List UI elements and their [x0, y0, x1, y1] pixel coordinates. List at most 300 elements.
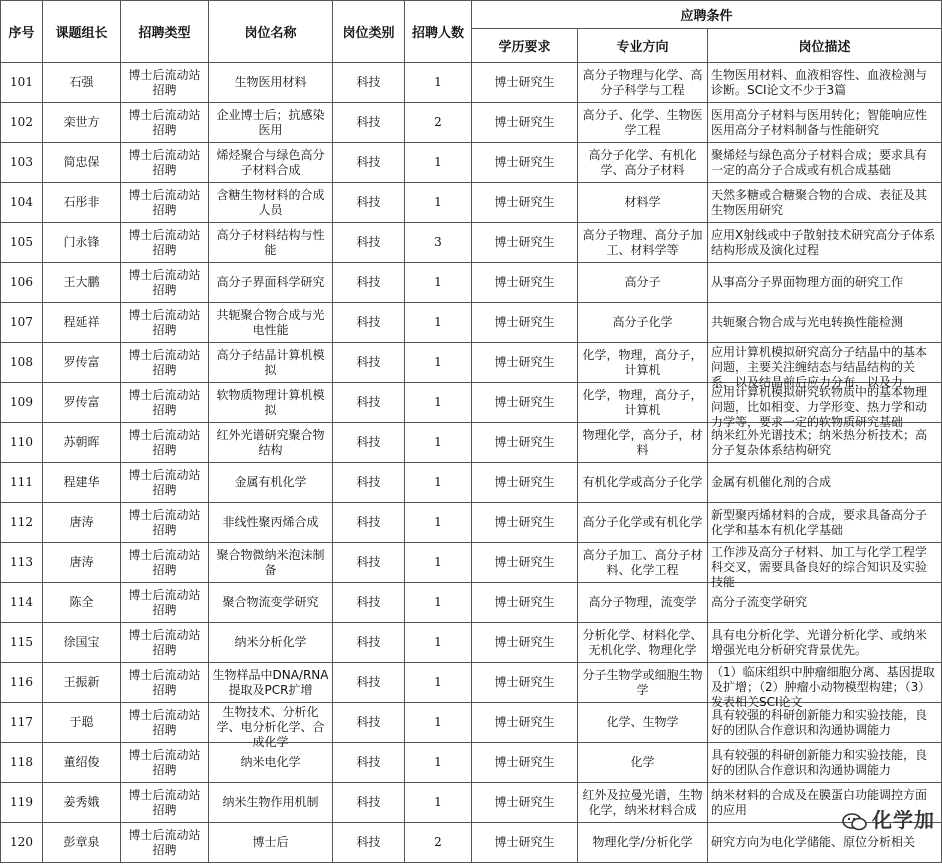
cell-type: [121, 743, 209, 783]
cell-major: [578, 503, 708, 543]
cell-category: [333, 223, 405, 263]
cell-count: [405, 543, 472, 583]
cell-seq: [1, 663, 43, 703]
cell-type: [121, 303, 209, 343]
cell-position-text: 企业博士后；抗感染医用: [216, 107, 325, 137]
cell-seq: [1, 223, 43, 263]
cell-education: [472, 143, 578, 183]
cell-count-text: 1: [434, 315, 442, 329]
header-row-1: [1, 1, 942, 29]
cell-seq-text: 101: [10, 75, 33, 89]
cell-type-text: 博士后流动站招聘: [128, 147, 201, 177]
cell-major-text: 高分子加工、高分子材料、化学工程: [582, 547, 703, 577]
cell-position: [209, 623, 333, 663]
cell-count-text: 1: [434, 355, 442, 369]
cell-seq: [1, 263, 43, 303]
cell-type-text: 博士后流动站招聘: [128, 467, 201, 497]
cell-major: [578, 823, 708, 863]
cell-leader-text: 栾世方: [63, 115, 100, 129]
cell-count: [405, 183, 472, 223]
header-category: 岗位类别: [333, 1, 405, 63]
cell-seq-text: 105: [10, 235, 33, 249]
cell-position: [209, 303, 333, 343]
cell-position: [209, 183, 333, 223]
cell-description-text: 从事高分子界面物理方面的研究工作: [711, 275, 904, 289]
cell-education: [472, 103, 578, 143]
cell-type-text: 博士后流动站招聘: [128, 747, 201, 777]
cell-description-text: 应用X射线或中子散射技术研究高分子体系结构形成及演化过程: [711, 227, 936, 257]
cell-education: [472, 303, 578, 343]
cell-position: [209, 343, 333, 383]
cell-count: [405, 383, 472, 423]
cell-position: [209, 263, 333, 303]
watermark: [842, 804, 935, 833]
cell-major: [578, 543, 708, 583]
cell-type-text: 博士后流动站招聘: [128, 587, 201, 617]
cell-education: [472, 383, 578, 423]
cell-education-text: 博士研究生: [494, 235, 555, 249]
cell-education: [472, 783, 578, 823]
cell-description-text: 具有电分析化学、光谱分析化学、或纳米增强光电分析研究背景优先。: [711, 627, 928, 657]
cell-position: [209, 583, 333, 623]
cell-seq: [1, 543, 43, 583]
table-row: [1, 63, 942, 103]
table-row: [1, 343, 942, 383]
cell-description-text: 天然多糖或合糖聚合物的合成、表征及其生物医用研究: [711, 187, 928, 217]
cell-education: [472, 223, 578, 263]
cell-category-text: 科技: [356, 675, 381, 689]
table-row: [1, 623, 942, 663]
cell-leader-text: 石强: [69, 75, 94, 89]
cell-type: [121, 703, 209, 743]
cell-leader: [43, 543, 121, 583]
cell-count: [405, 263, 472, 303]
cell-education-text: 博士研究生: [494, 275, 555, 289]
table-row: [1, 463, 942, 503]
cell-type-text: 博士后流动站招聘: [128, 427, 201, 457]
cell-category: [333, 143, 405, 183]
cell-education-text: 博士研究生: [494, 795, 555, 809]
cell-description-text: 金属有机催化剂的合成: [711, 475, 832, 489]
cell-position: [209, 103, 333, 143]
cell-seq-text: 106: [10, 275, 33, 289]
cell-count-text: 1: [434, 715, 442, 729]
cell-major: [578, 743, 708, 783]
cell-leader: [43, 303, 121, 343]
cell-type: [121, 143, 209, 183]
cell-major-text: 物理化学，高分子，材料: [582, 427, 703, 457]
cell-education-text: 博士研究生: [494, 595, 555, 609]
cell-description: [708, 423, 942, 463]
cell-education-text: 博士研究生: [494, 555, 555, 569]
cell-leader: [43, 743, 121, 783]
cell-count-text: 1: [434, 435, 442, 449]
cell-category: [333, 743, 405, 783]
cell-position-text: 含糖生物材料的合成人员: [216, 187, 325, 217]
wechat-icon: [842, 812, 868, 832]
cell-category-text: 科技: [356, 435, 381, 449]
cell-leader-text: 陈全: [69, 595, 94, 609]
cell-count-text: 1: [434, 395, 442, 409]
cell-position: [209, 463, 333, 503]
cell-category-text: 科技: [356, 635, 381, 649]
cell-leader: [43, 143, 121, 183]
cell-type: [121, 783, 209, 823]
cell-leader-text: 罗传富: [63, 355, 100, 369]
cell-category-text: 科技: [356, 595, 381, 609]
cell-position-text: 非线性聚丙烯合成: [222, 515, 319, 529]
cell-count: [405, 583, 472, 623]
cell-major-text: 化学、生物学: [606, 715, 679, 729]
cell-count-text: 1: [434, 195, 442, 209]
cell-type: [121, 583, 209, 623]
cell-category: [333, 303, 405, 343]
cell-seq-text: 117: [10, 715, 33, 729]
cell-education-text: 博士研究生: [494, 315, 555, 329]
cell-type-text: 博士后流动站招聘: [128, 787, 201, 817]
cell-leader-text: 唐涛: [69, 555, 94, 569]
cell-description-text: 医用高分子材料与医用转化；智能响应性医用高分子材料制备与性能研究: [711, 107, 928, 137]
cell-description: [708, 63, 942, 103]
table-row: [1, 583, 942, 623]
cell-count: [405, 663, 472, 703]
header-conditions: 应聘条件: [472, 1, 942, 29]
cell-type-text: 博士后流动站招聘: [128, 547, 201, 577]
cell-type: [121, 623, 209, 663]
table-row: [1, 423, 942, 463]
cell-major: [578, 103, 708, 143]
cell-description-text: 应用计算机模拟研究高分子结晶中的基本问题，主要关注缠结态与结晶结构的关系，以及结晶前后应力分布，以及力: [711, 344, 928, 389]
cell-type: [121, 183, 209, 223]
cell-seq: [1, 423, 43, 463]
cell-count-text: 1: [434, 75, 442, 89]
cell-category-text: 科技: [356, 155, 381, 169]
cell-seq: [1, 503, 43, 543]
cell-description-text: 高分子流变学研究: [711, 595, 808, 609]
cell-description: [708, 663, 942, 709]
cell-leader: [43, 583, 121, 623]
cell-leader: [43, 423, 121, 463]
cell-count: [405, 783, 472, 823]
cell-count-text: 1: [434, 475, 442, 489]
table-row: [1, 103, 942, 143]
cell-seq: [1, 823, 43, 863]
cell-position: [209, 663, 333, 703]
cell-category: [333, 583, 405, 623]
header-position: 岗位名称: [209, 1, 333, 63]
cell-education: [472, 663, 578, 703]
cell-count-text: 1: [434, 675, 442, 689]
cell-leader-text: 程建华: [63, 475, 100, 489]
cell-category-text: 科技: [356, 515, 381, 529]
cell-description-text: 具有较强的科研创新能力和实验技能，良好的团队合作意识和沟通协调能力: [711, 707, 928, 737]
cell-education: [472, 823, 578, 863]
cell-description-text: 纳米材料的合成及在膜蛋白功能调控方面的应用: [711, 787, 928, 817]
cell-category: [333, 63, 405, 103]
cell-position-text: 纳米分析化学: [234, 635, 307, 649]
cell-position: [209, 543, 333, 583]
cell-position-text: 共轭聚合物合成与光电性能: [216, 307, 325, 337]
cell-leader-text: 彭章泉: [63, 835, 100, 849]
header-major: 专业方向: [578, 29, 708, 63]
cell-category: [333, 463, 405, 503]
cell-category: [333, 823, 405, 863]
cell-major-text: 化学: [630, 755, 655, 769]
cell-count: [405, 423, 472, 463]
cell-education-text: 博士研究生: [494, 75, 555, 89]
cell-seq: [1, 383, 43, 423]
cell-leader: [43, 503, 121, 543]
cell-major: [578, 623, 708, 663]
cell-major-text: 材料学: [624, 195, 661, 209]
cell-position-text: 高分子结晶计算机模拟: [216, 347, 325, 377]
cell-leader: [43, 463, 121, 503]
cell-leader-text: 王振新: [63, 675, 100, 689]
cell-seq: [1, 623, 43, 663]
cell-type: [121, 543, 209, 583]
cell-major-text: 高分子: [624, 275, 661, 289]
cell-seq-text: 111: [10, 475, 33, 489]
cell-education-text: 博士研究生: [494, 355, 555, 369]
cell-position-text: 软物质物理计算机模拟: [216, 387, 325, 417]
cell-seq: [1, 303, 43, 343]
cell-seq: [1, 183, 43, 223]
cell-education-text: 博士研究生: [494, 635, 555, 649]
cell-seq-text: 109: [10, 395, 33, 409]
cell-description: [708, 143, 942, 183]
cell-type: [121, 343, 209, 383]
cell-major-text: 高分子物理、高分子加工、材料学等: [582, 227, 703, 257]
cell-leader-text: 董绍俊: [63, 755, 100, 769]
table-row: [1, 223, 942, 263]
cell-type-text: 博士后流动站招聘: [128, 707, 201, 737]
cell-category-text: 科技: [356, 715, 381, 729]
cell-description-text: 聚烯烃与绿色高分子材料合成；要求具有一定的高分子合成或有机合成基础: [711, 147, 928, 177]
cell-major: [578, 303, 708, 343]
cell-count-text: 2: [434, 835, 442, 849]
cell-seq: [1, 743, 43, 783]
cell-description: [708, 463, 942, 503]
table-row: [1, 823, 942, 863]
cell-description: [708, 623, 942, 663]
cell-category-text: 科技: [356, 235, 381, 249]
cell-major: [578, 223, 708, 263]
cell-description: [708, 703, 942, 743]
cell-seq: [1, 703, 43, 743]
cell-type-text: 博士后流动站招聘: [128, 227, 201, 257]
cell-leader: [43, 623, 121, 663]
cell-type: [121, 463, 209, 503]
cell-count: [405, 503, 472, 543]
cell-type-text: 博士后流动站招聘: [128, 827, 201, 857]
cell-type: [121, 103, 209, 143]
cell-type-text: 博士后流动站招聘: [128, 667, 201, 697]
cell-description: [708, 263, 942, 303]
cell-category-text: 科技: [356, 355, 381, 369]
watermark-text: 化学加: [872, 808, 935, 832]
cell-type-text: 博士后流动站招聘: [128, 307, 201, 337]
cell-count-text: 1: [434, 155, 442, 169]
cell-position: [209, 783, 333, 823]
cell-education-text: 博士研究生: [494, 475, 555, 489]
cell-leader-text: 苏朝晖: [63, 435, 100, 449]
cell-education-text: 博士研究生: [494, 675, 555, 689]
cell-leader-text: 王大鹏: [63, 275, 100, 289]
cell-education: [472, 583, 578, 623]
cell-position: [209, 63, 333, 103]
cell-seq-text: 115: [10, 635, 33, 649]
cell-education: [472, 503, 578, 543]
cell-major: [578, 183, 708, 223]
cell-education: [472, 423, 578, 463]
cell-major: [578, 583, 708, 623]
cell-type: [121, 63, 209, 103]
cell-position-text: 高分子界面科学研究: [216, 275, 325, 289]
cell-category: [333, 423, 405, 463]
cell-seq: [1, 343, 43, 383]
cell-category: [333, 663, 405, 703]
cell-leader-text: 门永锋: [63, 235, 100, 249]
cell-leader-text: 姜秀娥: [63, 795, 100, 809]
cell-seq: [1, 63, 43, 103]
cell-major-text: 物理化学/分析化学: [592, 835, 693, 849]
cell-position-text: 聚合物流变学研究: [222, 595, 319, 609]
cell-count-text: 1: [434, 635, 442, 649]
cell-category-text: 科技: [356, 315, 381, 329]
cell-seq-text: 114: [10, 595, 33, 609]
cell-major-text: 红外及拉曼光谱，生物化学，纳米材料合成: [582, 787, 703, 817]
cell-major-text: 高分子物理，流变学: [588, 595, 697, 609]
header-seq: 序号: [1, 1, 43, 63]
cell-education: [472, 183, 578, 223]
cell-seq-text: 119: [10, 795, 33, 809]
cell-category: [333, 623, 405, 663]
table-row: [1, 383, 942, 423]
cell-count: [405, 463, 472, 503]
table-row: [1, 543, 942, 583]
cell-education: [472, 623, 578, 663]
cell-count: [405, 63, 472, 103]
cell-category-text: 科技: [356, 755, 381, 769]
cell-position: [209, 703, 333, 749]
cell-position: [209, 223, 333, 263]
cell-leader: [43, 183, 121, 223]
cell-count-text: 2: [434, 115, 442, 129]
cell-seq-text: 104: [10, 195, 33, 209]
cell-type-text: 博士后流动站招聘: [128, 347, 201, 377]
cell-leader: [43, 263, 121, 303]
cell-type: [121, 423, 209, 463]
cell-description-text: 共轭聚合物合成与光电转换性能检测: [711, 315, 904, 329]
cell-count-text: 1: [434, 595, 442, 609]
cell-major: [578, 663, 708, 703]
cell-category: [333, 383, 405, 423]
cell-position-text: 红外光谱研究聚合物结构: [216, 427, 325, 457]
cell-major: [578, 63, 708, 103]
cell-education: [472, 63, 578, 103]
cell-count-text: 1: [434, 755, 442, 769]
header-count: 招聘人数: [405, 1, 472, 63]
cell-count-text: 1: [434, 555, 442, 569]
cell-position-text: 纳米生物作用机制: [222, 795, 319, 809]
cell-major-text: 化学，物理，高分子，计算机: [582, 347, 703, 377]
cell-category-text: 科技: [356, 555, 381, 569]
cell-seq: [1, 783, 43, 823]
cell-position-text: 聚合物微纳米泡沫制备: [216, 547, 325, 577]
cell-seq-text: 116: [10, 675, 33, 689]
cell-type-text: 博士后流动站招聘: [128, 627, 201, 657]
cell-type-text: 博士后流动站招聘: [128, 187, 201, 217]
cell-major-text: 分析化学、材料化学、无机化学、物理化学: [582, 627, 703, 657]
cell-category-text: 科技: [356, 835, 381, 849]
cell-description-text: 具有较强的科研创新能力和实验技能，良好的团队合作意识和沟通协调能力: [711, 747, 928, 777]
cell-leader: [43, 383, 121, 423]
cell-major: [578, 783, 708, 823]
cell-category-text: 科技: [356, 275, 381, 289]
cell-seq-text: 108: [10, 355, 33, 369]
cell-major: [578, 263, 708, 303]
cell-major-text: 高分子化学: [612, 315, 673, 329]
cell-count-text: 1: [434, 275, 442, 289]
cell-count: [405, 823, 472, 863]
cell-major-text: 分子生物学或细胞生物学: [582, 667, 703, 697]
cell-position-text: 生物技术、分析化学、电分析化学、合成化学: [216, 704, 325, 749]
cell-leader: [43, 343, 121, 383]
cell-leader-text: 唐涛: [69, 515, 94, 529]
cell-description-text: 新型聚丙烯材料的合成，要求具备高分子化学和基本有机化学基础: [711, 507, 928, 537]
table-row: [1, 663, 942, 703]
cell-description-text: （1）临床组织中肿瘤细胞分离、基因提取及扩增；（2）肿瘤小动物模型构建；（3）发表相关SCI论文: [711, 664, 935, 709]
cell-education-text: 博士研究生: [494, 835, 555, 849]
cell-category-text: 科技: [356, 75, 381, 89]
cell-seq-text: 112: [10, 515, 33, 529]
cell-type: [121, 223, 209, 263]
table-row: [1, 303, 942, 343]
cell-count: [405, 743, 472, 783]
cell-major-text: 化学，物理，高分子，计算机: [582, 387, 703, 417]
cell-major-text: 高分子物理与化学、高分子科学与工程: [582, 67, 703, 97]
cell-category: [333, 703, 405, 743]
cell-leader-text: 罗传富: [63, 395, 100, 409]
cell-leader-text: 于聪: [69, 715, 94, 729]
cell-education-text: 博士研究生: [494, 195, 555, 209]
cell-type-text: 博士后流动站招聘: [128, 107, 201, 137]
cell-education: [472, 543, 578, 583]
cell-count-text: 1: [434, 795, 442, 809]
cell-position-text: 烯烃聚合与绿色高分子材料合成: [216, 147, 325, 177]
header-leader: 课题组长: [43, 1, 121, 63]
table-body: [1, 63, 942, 863]
cell-leader-text: 简忠保: [63, 155, 100, 169]
cell-description: [708, 583, 942, 623]
cell-description-text: 应用计算机模拟研究软物质中的基本物理问题，比如相变、力学形变、热力学和动力学等，要求一定的软物质研究基础: [711, 384, 928, 429]
cell-type-text: 博士后流动站招聘: [128, 67, 201, 97]
table-row: [1, 143, 942, 183]
cell-education: [472, 743, 578, 783]
cell-education-text: 博士研究生: [494, 715, 555, 729]
cell-position-text: 生物医用材料: [234, 75, 307, 89]
cell-category-text: 科技: [356, 395, 381, 409]
table-row: [1, 263, 942, 303]
cell-major: [578, 703, 708, 743]
cell-count: [405, 103, 472, 143]
cell-description-text: 工作涉及高分子材料、加工与化学工程学科交叉，需要具备良好的综合知识及实验技能: [711, 544, 928, 589]
cell-major-text: 高分子化学或有机化学: [582, 515, 703, 529]
cell-count: [405, 623, 472, 663]
cell-type: [121, 503, 209, 543]
cell-seq: [1, 143, 43, 183]
cell-description: [708, 183, 942, 223]
